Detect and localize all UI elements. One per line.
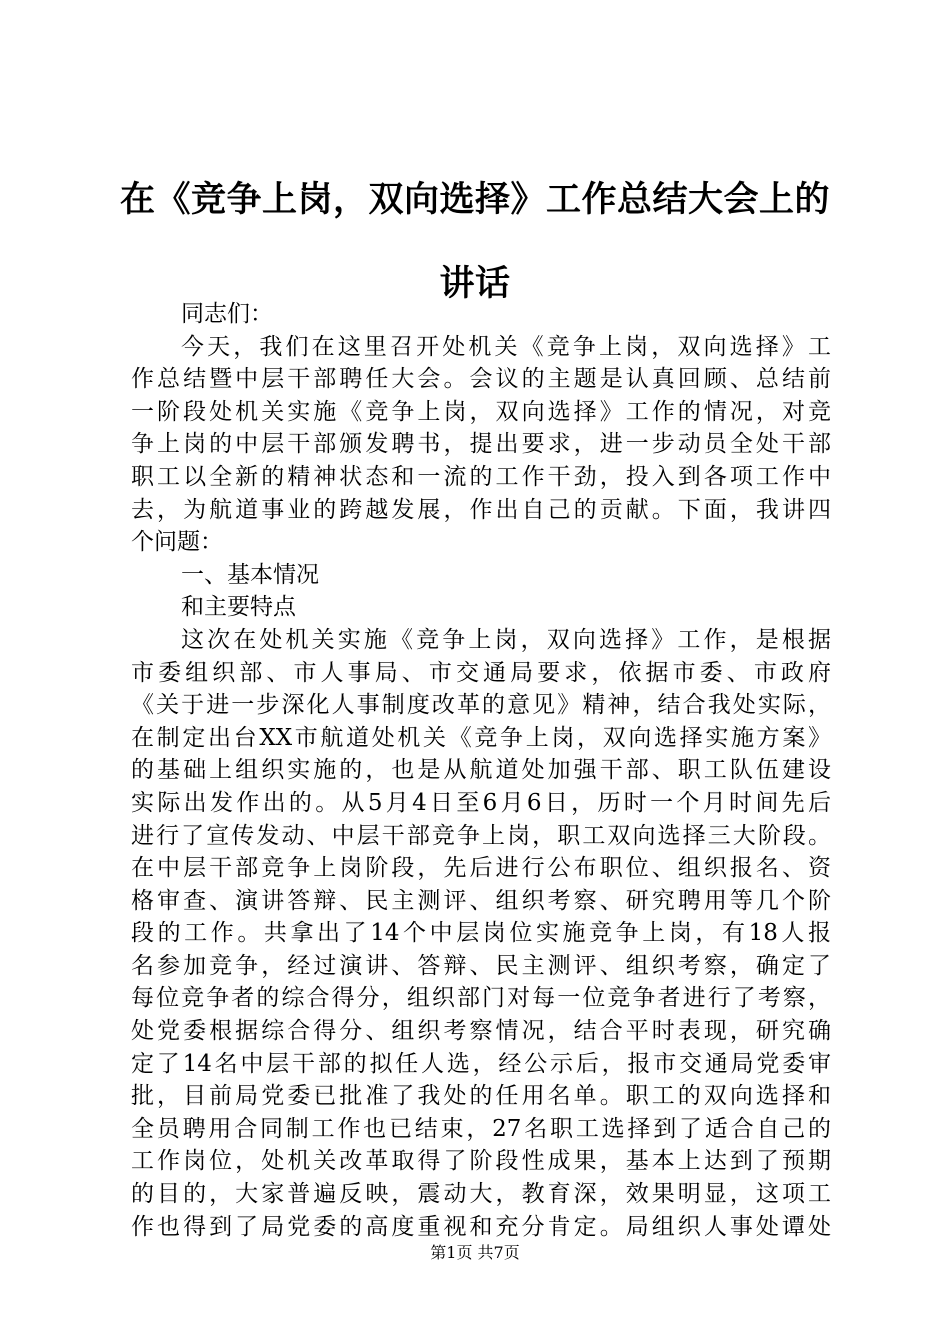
title-line-1: 在《竞争上岗，双向选择》工作总结大会上的 [119, 179, 830, 220]
body-line: 去，为航道事业的跨越发展，作出自己的贡献。下面，我讲四 [131, 496, 831, 523]
body-line: 同志们： [181, 301, 273, 327]
document-body [131, 298, 831, 1243]
body-line: 职工以全新的精神状态和一流的工作干劲，投入到各项工作中 [131, 463, 831, 490]
body-line: 处党委根据综合得分、组织考察情况，结合平时表现，研究确 [131, 1018, 831, 1045]
body-line: 个问题： [131, 529, 223, 556]
body-line: 这次在处机关实施《竞争上岗，双向选择》工作，是根据 [181, 626, 831, 653]
body-line: 实际出发作出的。从5月4日至6月6日，历时一个月时间先后 [131, 789, 831, 816]
page-footer: 第1页 共7页 [430, 1243, 520, 1262]
body-line: 每位竞争者的综合得分，组织部门对每一位竞争者进行了考察， [131, 985, 831, 1012]
title-line-2: 讲话 [439, 263, 511, 304]
body-line: 《关于进一步深化人事制度改革的意见》精神，结合我处实际， [131, 692, 831, 719]
body-line: 批，目前局党委已批准了我处的任用名单。职工的双向选择和 [131, 1083, 831, 1110]
body-line: 一阶段处机关实施《竞争上岗，双向选择》工作的情况，对竞 [131, 398, 831, 425]
body-line: 段的工作。共拿出了14个中层岗位实施竞争上岗，有18人报 [131, 920, 831, 947]
body-line: 在制定出台XX市航道处机关《竞争上岗，双向选择实施方案》 [131, 724, 831, 751]
body-line: 争上岗的中层干部颁发聘书，提出要求，进一步动员全处干部 [131, 431, 831, 458]
body-line: 工作岗位，处机关改革取得了阶段性成果，基本上达到了预期 [131, 1148, 831, 1175]
body-line: 的基础上组织实施的，也是从航道处加强干部、职工队伍建设 [131, 757, 831, 784]
body-line: 进行了宣传发动、中层干部竞争上岗，职工双向选择三大阶段。 [131, 822, 831, 849]
body-line: 全员聘用合同制工作也已结束，27名职工选择到了适合自己的 [131, 1115, 831, 1142]
body-line: 名参加竞争，经过演讲、答辩、民主测评、组织考察，确定了 [131, 952, 831, 979]
body-line: 市委组织部、市人事局、市交通局要求，依据市委、市政府 [131, 659, 831, 686]
body-line: 和主要特点 [181, 594, 296, 621]
body-line: 格审查、演讲答辩、民主测评、组织考察、研究聘用等几个阶 [131, 887, 831, 914]
body-line: 作总结暨中层干部聘任大会。会议的主题是认真回顾、总结前 [131, 366, 831, 393]
body-line: 的目的，大家普遍反映，震动大，教育深，效果明显，这项工 [131, 1181, 831, 1208]
body-line: 一、基本情况 [181, 561, 319, 588]
body-line: 定了14名中层干部的拟任人选，经公示后，报市交通局党委审 [131, 1050, 831, 1077]
body-line: 作也得到了局党委的高度重视和充分肯定。局组织人事处谭处 [131, 1213, 831, 1240]
body-line: 今天，我们在这里召开处机关《竞争上岗，双向选择》工 [181, 333, 831, 360]
body-line: 在中层干部竞争上岗阶段，先后进行公布职位、组织报名、资 [131, 855, 831, 882]
